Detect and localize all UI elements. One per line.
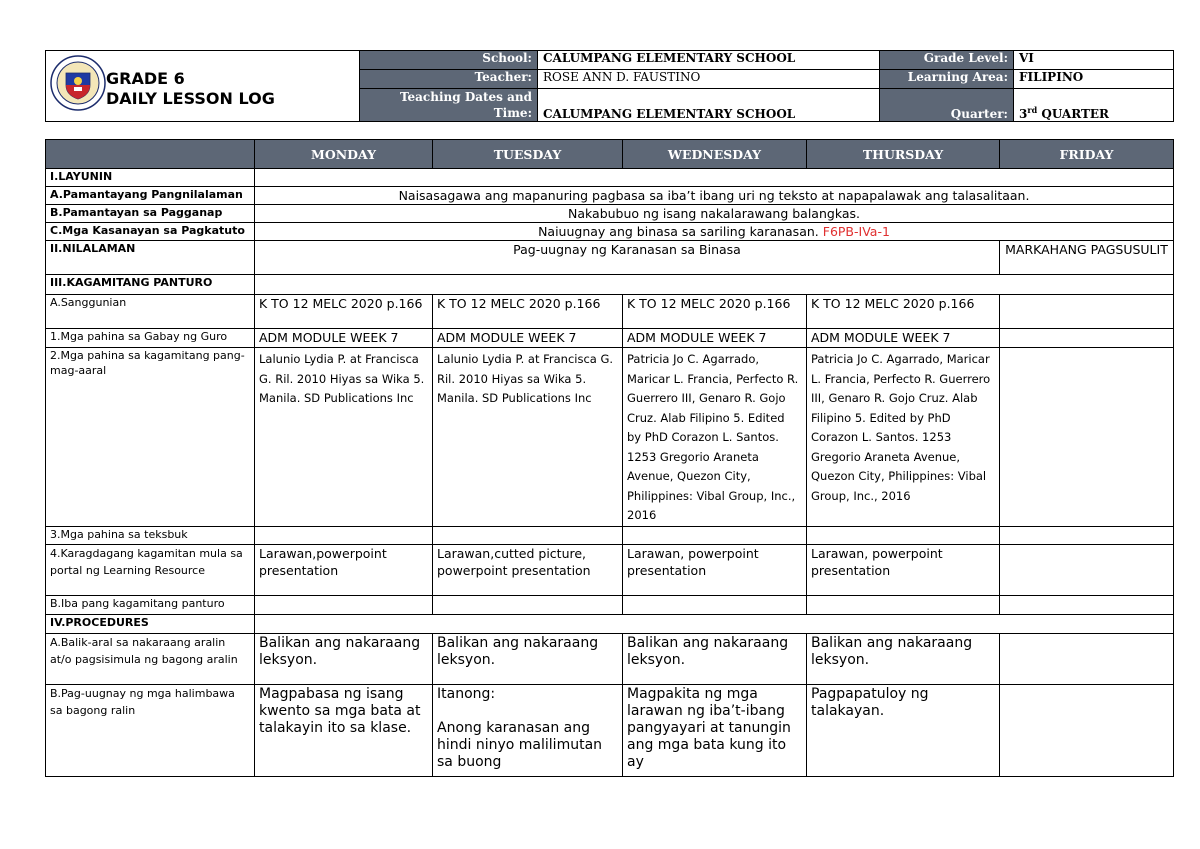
empty-cell <box>433 595 623 614</box>
table-row <box>46 205 1174 223</box>
grade-title: GRADE 6 <box>106 69 185 88</box>
quarter-label: Quarter: <box>880 89 1014 122</box>
gabay-monday: ADM MODULE WEEK 7 <box>255 329 433 348</box>
kagamitang-monday: Lalunio Lydia P. at Francisca G. Ril. 2010 Hiyas sa Wika 5. Manila. SD Publications Inc <box>255 348 433 527</box>
empty-cell <box>623 595 807 614</box>
table-row <box>46 348 1174 527</box>
kagamitang-panturo-label: III.KAGAMITANG PANTURO <box>46 275 255 295</box>
kasanayan-description: Naiuugnay ang binasa sa sariling karanasan. <box>538 224 819 239</box>
nilalaman-text: Pag-uugnay ng Karanasan sa Binasa <box>255 241 1000 275</box>
empty-cell <box>255 526 433 544</box>
day-wednesday: WEDNESDAY <box>623 140 807 169</box>
kagamitang-friday <box>1000 348 1174 527</box>
gabay-thursday: ADM MODULE WEEK 7 <box>807 329 1000 348</box>
paguugnay-label: B.Pag-uugnay ng mga halimbawa sa bagong ralin <box>46 684 255 776</box>
table-row <box>46 223 1174 241</box>
balik-aral-label: A.Balik-aral sa nakaraang aralin at/o pagsisimula ng bagong aralin <box>46 633 255 684</box>
paguugnay-wednesday: Magpakita ng mga larawan ng iba’t-ibang pangyayari at tanungin ang mga bata kung ito ay <box>623 684 807 776</box>
teksbuk-label: 3.Mga pahina sa teksbuk <box>46 526 255 544</box>
empty-cell <box>255 275 1174 295</box>
empty-cell <box>807 595 1000 614</box>
table-row <box>46 595 1174 614</box>
gabay-guro-label: 1.Mga pahina sa Gabay ng Guro <box>46 329 255 348</box>
empty-cell <box>623 526 807 544</box>
table-row <box>46 329 1174 348</box>
kagamitang-wednesday: Patricia Jo C. Agarrado, Maricar L. Francia, Perfecto R. Guerrero III, Genaro R. Gojo Cruz. Alab Filipino 5. Edited by PhD Corazon L. Santos. 1253 Gregorio Araneta Avenue, Quezon City, Philippines: Vibal Group, Inc., 2016 <box>623 348 807 527</box>
day-tuesday: TUESDAY <box>433 140 623 169</box>
gabay-tuesday: ADM MODULE WEEK 7 <box>433 329 623 348</box>
empty-cell <box>1000 595 1174 614</box>
sanggunian-thursday: K TO 12 MELC 2020 p.166 <box>807 295 1000 329</box>
empty-cell <box>1000 526 1174 544</box>
table-row <box>46 684 1174 776</box>
paguugnay-monday: Magpabasa ng isang kwento sa mga bata at talakayin ito sa klase. <box>255 684 433 776</box>
paguugnay-thursday: Pagpapatuloy ng talakayan. <box>807 684 1000 776</box>
karagdagang-monday: Larawan,powerpoint presentation <box>255 544 433 595</box>
empty-cell <box>255 614 1174 633</box>
teacher-value: ROSE ANN D. FAUSTINO <box>538 70 880 89</box>
deped-seal-icon <box>50 55 106 115</box>
paguugnay-tuesday <box>433 684 623 776</box>
pamantayang-pangnilalaman-text: Naisasagawa ang mapanuring pagbasa sa iba’t ibang uri ng teksto at napapalawak ang talasalitaan. <box>255 187 1174 205</box>
table-row <box>46 187 1174 205</box>
table-row <box>46 614 1174 633</box>
sanggunian-wednesday: K TO 12 MELC 2020 p.166 <box>623 295 807 329</box>
gabay-friday <box>1000 329 1174 348</box>
sanggunian-friday <box>1000 295 1174 329</box>
kasanayan-label: C.Mga Kasanayan sa Pagkatuto <box>46 223 255 241</box>
table-row <box>46 526 1174 544</box>
header-table <box>45 50 1174 122</box>
learning-area-value: FILIPINO <box>1014 70 1174 89</box>
table-row <box>46 295 1174 329</box>
sanggunian-tuesday: K TO 12 MELC 2020 p.166 <box>433 295 623 329</box>
balik-tuesday: Balikan ang nakaraang leksyon. <box>433 633 623 684</box>
table-row <box>46 241 1174 275</box>
balik-monday: Balikan ang nakaraang leksyon. <box>255 633 433 684</box>
quarter-number: 3 <box>1019 107 1028 121</box>
school-label: School: <box>360 51 538 70</box>
lesson-log-table <box>45 139 1174 777</box>
paguugnay-tuesday-text: Anong karanasan ang hindi ninyo malilimutan sa buong <box>437 719 603 770</box>
procedures-label: IV.PROCEDURES <box>46 614 255 633</box>
dates-label-line-1: Teaching Dates and <box>399 90 532 104</box>
kagamitang-tuesday: Lalunio Lydia P. at Francisca G. Ril. 2010 Hiyas sa Wika 5. Manila. SD Publications Inc <box>433 348 623 527</box>
table-row <box>46 633 1174 684</box>
pamantayan-pagganap-label: B.Pamantayan sa Pagganap <box>46 205 255 223</box>
layunin-label: I.LAYUNIN <box>46 169 255 187</box>
day-friday: FRIDAY <box>1000 140 1174 169</box>
sanggunian-monday: K TO 12 MELC 2020 p.166 <box>255 295 433 329</box>
dates-label <box>360 89 538 122</box>
table-row <box>46 544 1174 595</box>
nilalaman-friday: MARKAHANG PAGSUSULIT <box>1000 241 1174 275</box>
paguugnay-friday <box>1000 684 1174 776</box>
empty-cell <box>807 526 1000 544</box>
empty-cell <box>255 169 1174 187</box>
grade-level-value: VI <box>1014 51 1174 70</box>
karagdagang-wednesday: Larawan, powerpoint presentation <box>623 544 807 595</box>
kagamitang-mag-aaral-label: 2.Mga pahina sa kagamitang pang-mag-aaral <box>46 348 255 527</box>
competency-code: F6PB-IVa-1 <box>822 224 890 239</box>
kagamitang-thursday: Patricia Jo C. Agarrado, Maricar L. Francia, Perfecto R. Guerrero III, Genaro R. Gojo Cruz. Alab Filipino 5. Edited by PhD Corazon L. Santos. 1253 Gregorio Araneta Avenue, Quezon City, Philippines: Vibal Group, Inc., 2016 <box>807 348 1000 527</box>
balik-wednesday: Balikan ang nakaraang leksyon. <box>623 633 807 684</box>
empty-cell <box>433 526 623 544</box>
gabay-wednesday: ADM MODULE WEEK 7 <box>623 329 807 348</box>
pamantayang-pangnilalaman-label: A.Pamantayang Pangnilalaman <box>46 187 255 205</box>
pamantayan-pagganap-text: Nakabubuo ng isang nakalarawang balangkas. <box>255 205 1174 223</box>
log-title: DAILY LESSON LOG <box>106 89 275 108</box>
school-value: CALUMPANG ELEMENTARY SCHOOL <box>538 51 880 70</box>
dates-value: CALUMPANG ELEMENTARY SCHOOL <box>538 89 880 122</box>
day-header-blank <box>46 140 255 169</box>
teacher-label: Teacher: <box>360 70 538 89</box>
karagdagang-tuesday: Larawan,cutted picture, powerpoint presentation <box>433 544 623 595</box>
balik-thursday: Balikan ang nakaraang leksyon. <box>807 633 1000 684</box>
empty-cell <box>255 595 433 614</box>
karagdagang-thursday: Larawan, powerpoint presentation <box>807 544 1000 595</box>
iba-pang-kagamitan-label: B.Iba pang kagamitang panturo <box>46 595 255 614</box>
day-header-row <box>46 140 1174 169</box>
kasanayan-text <box>255 223 1174 241</box>
learning-area-label: Learning Area: <box>880 70 1014 89</box>
quarter-value <box>1014 89 1174 122</box>
quarter-suffix: rd <box>1027 105 1038 115</box>
sanggunian-label: A.Sanggunian <box>46 295 255 329</box>
day-monday: MONDAY <box>255 140 433 169</box>
quarter-word: QUARTER <box>1041 107 1110 121</box>
header-brand <box>46 51 360 122</box>
day-thursday: THURSDAY <box>807 140 1000 169</box>
table-row <box>46 169 1174 187</box>
balik-friday <box>1000 633 1174 684</box>
karagdagang-label: 4.Karagdagang kagamitan mula sa portal ng Learning Resource <box>46 544 255 595</box>
table-row <box>46 275 1174 295</box>
grade-level-label: Grade Level: <box>880 51 1014 70</box>
karagdagang-friday <box>1000 544 1174 595</box>
paguugnay-tuesday-question: Itanong: <box>437 685 496 702</box>
nilalaman-label: II.NILALAMAN <box>46 241 255 275</box>
dates-label-line-2: Time: <box>493 106 532 120</box>
